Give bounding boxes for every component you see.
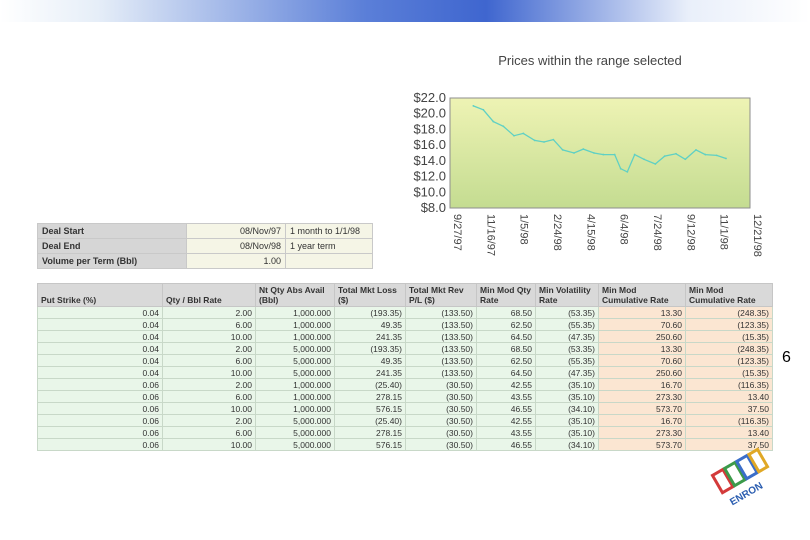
volume-value[interactable]: 1.00 [187, 254, 286, 269]
table-cell: (34.10) [536, 439, 599, 451]
table-cell: (35.10) [536, 415, 599, 427]
table-cell: (30.50) [406, 379, 477, 391]
table-cell: 273.30 [599, 427, 686, 439]
table-cell: (248.35) [686, 343, 773, 355]
table-row [38, 331, 773, 343]
col-header: Total Mkt Rev P/L ($) [406, 284, 477, 307]
x-tick-label: 1/5/98 [517, 214, 530, 245]
table-cell: (30.50) [406, 427, 477, 439]
table-cell: 46.55 [477, 439, 536, 451]
table-row [38, 391, 773, 403]
table-cell: 2.00 [163, 307, 256, 319]
table-cell: 64.50 [477, 331, 536, 343]
info-row-deal-end [38, 239, 373, 254]
table-cell: (47.35) [536, 367, 599, 379]
table-cell: 0.04 [38, 331, 163, 343]
table-cell: 43.55 [477, 391, 536, 403]
table-cell: 1,000.000 [256, 379, 335, 391]
y-axis [413, 90, 446, 215]
data-point [675, 153, 677, 155]
title-bar-gradient [0, 0, 810, 22]
data-point [626, 171, 628, 173]
table-cell: 64.50 [477, 367, 536, 379]
table-cell: (30.50) [406, 403, 477, 415]
table-cell: 0.06 [38, 379, 163, 391]
table-cell: 70.60 [599, 355, 686, 367]
y-tick-label: $10.0 [413, 184, 446, 200]
table-cell: 13.40 [686, 427, 773, 439]
table-cell: 576.15 [335, 439, 406, 451]
table-row [38, 415, 773, 427]
table-cell: (133.50) [406, 307, 477, 319]
data-point [684, 158, 686, 160]
deal-start-label: Deal Start [38, 224, 187, 239]
col-header: Nt Qty Abs Avail (Bbl) [256, 284, 335, 307]
data-point [602, 154, 604, 156]
table-cell: 576.15 [335, 403, 406, 415]
col-header: Min Mod Cumulative Rate [599, 284, 686, 307]
data-point [534, 140, 536, 142]
table-cell: 6.00 [163, 427, 256, 439]
col-header: Put Strike (%) [38, 284, 163, 307]
table-cell: 2.00 [163, 415, 256, 427]
x-axis [451, 214, 763, 257]
table-cell: (34.10) [536, 403, 599, 415]
table-cell: 10.00 [163, 367, 256, 379]
table-cell: 2.00 [163, 343, 256, 355]
table-row [38, 403, 773, 415]
table-cell: 1,000.000 [256, 391, 335, 403]
results-body [38, 307, 773, 451]
table-cell: 5,000.000 [256, 367, 335, 379]
page-number: 6 [782, 349, 791, 366]
table-cell: (25.40) [335, 379, 406, 391]
table-cell: (133.50) [406, 355, 477, 367]
table-row [38, 355, 773, 367]
table-cell: 1,000.000 [256, 307, 335, 319]
table-row [38, 367, 773, 379]
data-point [614, 154, 616, 156]
table-cell: 10.00 [163, 331, 256, 343]
table-cell: 10.00 [163, 403, 256, 415]
table-cell: (15.35) [686, 331, 773, 343]
deal-end-label: Deal End [38, 239, 187, 254]
table-cell: (35.10) [536, 427, 599, 439]
table-cell: (30.50) [406, 415, 477, 427]
data-point [543, 141, 545, 143]
data-point [552, 139, 554, 141]
table-cell: (133.50) [406, 367, 477, 379]
table-cell: (248.35) [686, 307, 773, 319]
table-row [38, 439, 773, 451]
table-cell: (35.10) [536, 391, 599, 403]
table-cell: (133.50) [406, 319, 477, 331]
table-cell: 0.04 [38, 355, 163, 367]
table-cell: 0.04 [38, 319, 163, 331]
data-point [522, 132, 524, 134]
table-cell: 6.00 [163, 319, 256, 331]
x-tick-label: 11/1/98 [717, 214, 730, 250]
table-cell: 0.04 [38, 367, 163, 379]
table-cell: (116.35) [686, 379, 773, 391]
table-cell: 573.70 [599, 439, 686, 451]
volume-label: Volume per Term (Bbl) [38, 254, 187, 269]
table-cell: 13.40 [686, 391, 773, 403]
table-cell: 5,000.000 [256, 355, 335, 367]
data-point [725, 158, 727, 160]
results-table [37, 283, 773, 451]
plot-area [450, 98, 750, 208]
col-header: Min Mod Qty Rate [477, 284, 536, 307]
table-cell: 42.55 [477, 379, 536, 391]
table-cell: (55.35) [536, 355, 599, 367]
y-tick-label: $18.0 [413, 121, 446, 137]
table-cell: (193.35) [335, 307, 406, 319]
table-cell: 241.35 [335, 367, 406, 379]
y-tick-label: $16.0 [413, 137, 446, 153]
table-cell: 5,000.000 [256, 415, 335, 427]
data-point [695, 149, 697, 151]
table-cell: 278.15 [335, 427, 406, 439]
data-point [562, 149, 564, 151]
col-header: Min Volatility Rate [536, 284, 599, 307]
table-cell: 49.35 [335, 355, 406, 367]
table-cell: (123.35) [686, 319, 773, 331]
table-cell: (30.50) [406, 391, 477, 403]
data-point [620, 168, 622, 170]
table-cell: 250.60 [599, 331, 686, 343]
data-point [502, 125, 504, 127]
data-point [513, 135, 515, 137]
table-cell: 68.50 [477, 307, 536, 319]
table-cell: 241.35 [335, 331, 406, 343]
table-cell: (55.35) [536, 319, 599, 331]
table-cell: (47.35) [536, 331, 599, 343]
table-row [38, 379, 773, 391]
table-row [38, 307, 773, 319]
table-cell: 5,000.000 [256, 439, 335, 451]
enron-tilted-e-icon [712, 449, 777, 509]
table-cell: 62.50 [477, 319, 536, 331]
table-cell: 273.30 [599, 391, 686, 403]
table-row [38, 319, 773, 331]
data-point [643, 158, 645, 160]
col-header: Total Mkt Loss ($) [335, 284, 406, 307]
table-cell: 6.00 [163, 355, 256, 367]
table-cell: 5,000.000 [256, 343, 335, 355]
table-cell: (53.35) [536, 307, 599, 319]
table-cell: (123.35) [686, 355, 773, 367]
table-cell: 278.15 [335, 391, 406, 403]
table-cell: 6.00 [163, 391, 256, 403]
table-cell: (193.35) [335, 343, 406, 355]
info-row-deal-start [38, 224, 373, 239]
data-point [654, 163, 656, 165]
table-cell: 0.04 [38, 343, 163, 355]
table-cell: 70.60 [599, 319, 686, 331]
table-cell: 16.70 [599, 415, 686, 427]
y-tick-label: $20.0 [413, 105, 446, 121]
deal-start-value[interactable]: 08/Nov/97 [187, 224, 286, 239]
table-cell: 1,000.000 [256, 403, 335, 415]
y-tick-label: $8.0 [420, 200, 446, 215]
data-point [492, 121, 494, 123]
data-point [664, 155, 666, 157]
deal-info-table [37, 223, 373, 269]
table-cell: 42.55 [477, 415, 536, 427]
table-cell: 1,000.000 [256, 331, 335, 343]
y-tick-label: $14.0 [413, 152, 446, 168]
table-cell: (133.50) [406, 331, 477, 343]
table-cell: 5,000.000 [256, 427, 335, 439]
enron-logo [704, 438, 784, 518]
table-cell: (133.50) [406, 343, 477, 355]
x-tick-label: 11/16/97 [484, 214, 497, 257]
deal-end-note: 1 year term [286, 239, 373, 254]
data-point [573, 152, 575, 154]
table-cell: 2.00 [163, 379, 256, 391]
chart-title: Prices within the range selected [498, 53, 682, 68]
table-row [38, 427, 773, 439]
table-cell: (116.35) [686, 415, 773, 427]
x-tick-label: 9/27/97 [451, 214, 463, 251]
table-cell: (35.10) [536, 379, 599, 391]
x-tick-label: 7/24/98 [651, 214, 663, 251]
y-tick-label: $12.0 [413, 168, 446, 184]
table-cell: 46.55 [477, 403, 536, 415]
results-header-row [38, 284, 773, 307]
data-point [482, 109, 484, 111]
table-cell: 0.06 [38, 439, 163, 451]
x-tick-label: 12/21/98 [751, 214, 763, 257]
table-cell: 0.06 [38, 403, 163, 415]
table-cell: 0.06 [38, 391, 163, 403]
table-cell: 573.70 [599, 403, 686, 415]
table-cell: 62.50 [477, 355, 536, 367]
x-tick-label: 2/24/98 [551, 214, 563, 251]
data-point [472, 105, 474, 107]
table-cell: (53.35) [536, 343, 599, 355]
price-line-chart [380, 80, 780, 280]
data-point [593, 152, 595, 154]
table-cell: 0.06 [38, 427, 163, 439]
table-cell: (15.35) [686, 367, 773, 379]
data-point [716, 154, 718, 156]
col-header: Qty / Bbl Rate [163, 284, 256, 307]
table-cell: 37.50 [686, 403, 773, 415]
x-tick-label: 6/4/98 [617, 214, 630, 245]
x-tick-label: 9/12/98 [684, 214, 697, 251]
table-row [38, 343, 773, 355]
table-cell: 1,000.000 [256, 319, 335, 331]
deal-start-note: 1 month to 1/1/98 [286, 224, 373, 239]
data-point [704, 154, 706, 156]
table-cell: 37.50 [686, 439, 773, 451]
table-cell: 68.50 [477, 343, 536, 355]
table-cell: 13.30 [599, 343, 686, 355]
table-cell: (25.40) [335, 415, 406, 427]
x-tick-label: 4/15/98 [584, 214, 597, 251]
data-point [582, 148, 584, 150]
volume-note [286, 254, 373, 269]
table-cell: 250.60 [599, 367, 686, 379]
logo-wordmark: ENRON [728, 480, 766, 509]
table-cell: 16.70 [599, 379, 686, 391]
y-tick-label: $22.0 [413, 90, 446, 105]
table-cell: 43.55 [477, 427, 536, 439]
deal-end-value[interactable]: 08/Nov/98 [187, 239, 286, 254]
table-cell: (30.50) [406, 439, 477, 451]
table-cell: 10.00 [163, 439, 256, 451]
table-cell: 49.35 [335, 319, 406, 331]
info-row-volume [38, 254, 373, 269]
table-cell: 0.06 [38, 415, 163, 427]
data-point [634, 154, 636, 156]
col-header: Min Mod Cumulative Rate [686, 284, 773, 307]
table-cell: 0.04 [38, 307, 163, 319]
table-cell: 13.30 [599, 307, 686, 319]
